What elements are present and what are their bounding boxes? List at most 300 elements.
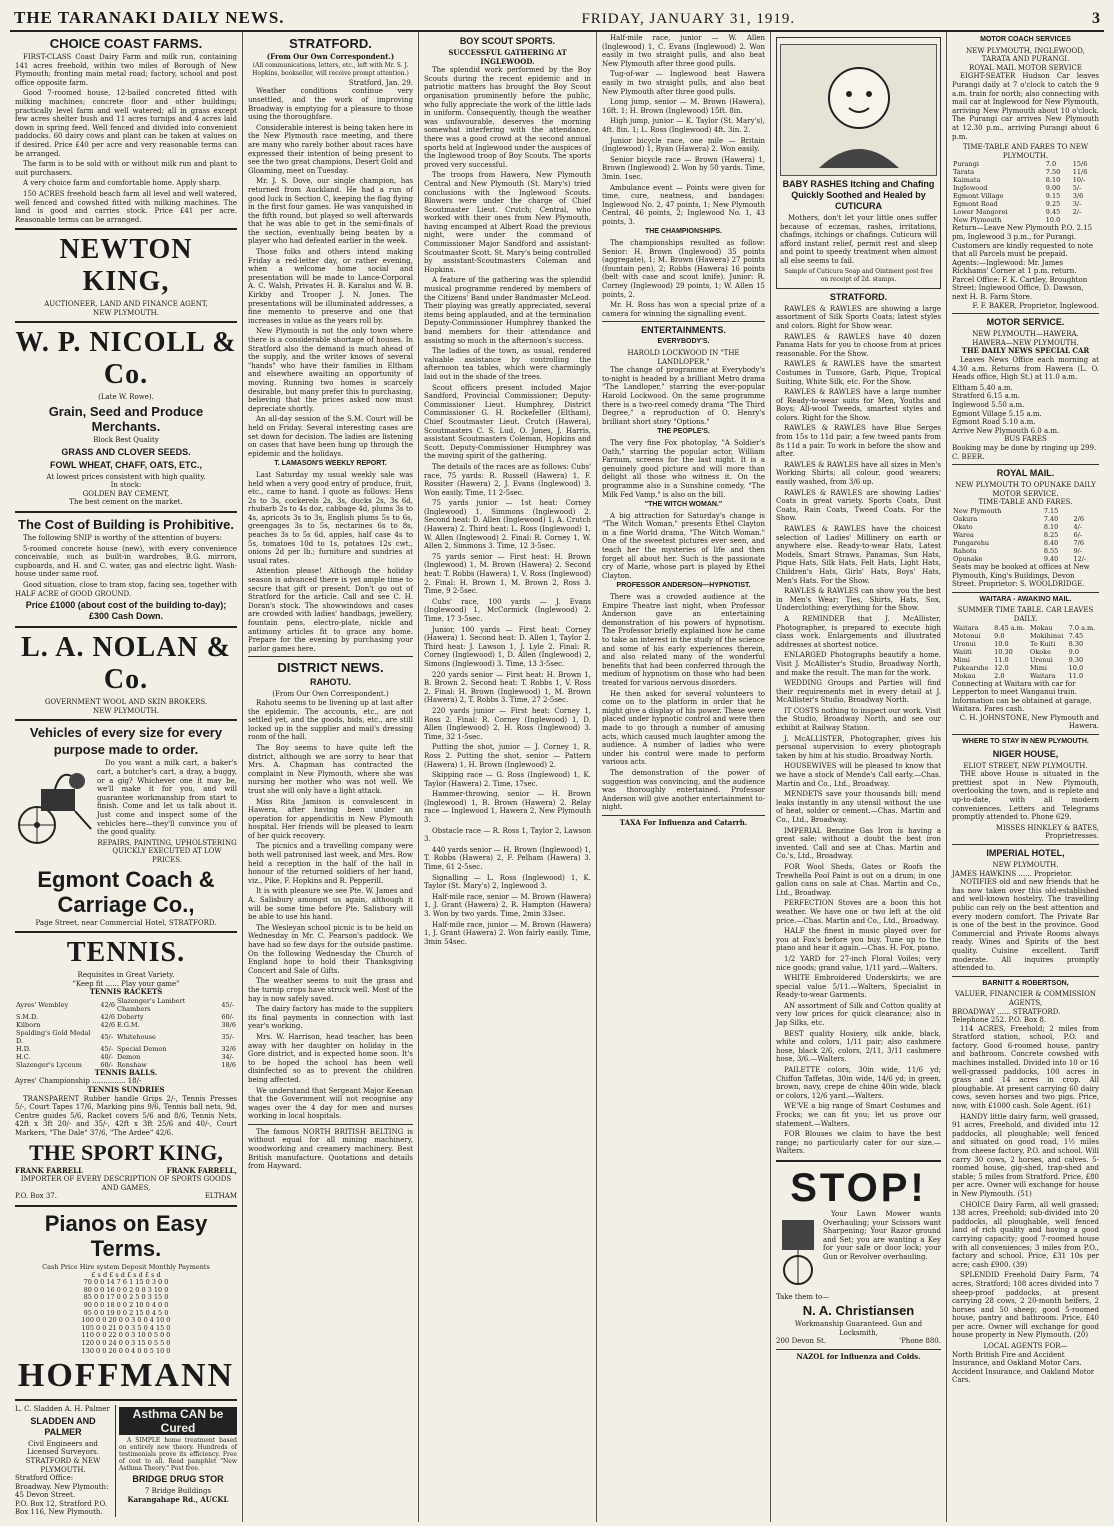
article-text: The ladies of the town, as usual, rendered valuable assistance by controlling the afternoon tea tables, which were charmingly laid out in the shade of the trees. xyxy=(424,347,591,381)
motor-tt-cell: Egmont Village xyxy=(953,192,1004,201)
piano-row: 95 0 0 19 0 0 2 15 0 4 5 0 xyxy=(83,1308,169,1317)
scout-heading: BOY SCOUT SPORTS. xyxy=(459,36,556,46)
imperial-hotel: IMPERIAL HOTEL, xyxy=(986,848,1065,858)
racket-cell: 42/6 xyxy=(100,1020,115,1029)
piano-row: 105 0 0 21 0 0 3 5 0 4 15 0 xyxy=(81,1323,171,1332)
christiansen-phone: 'Phone 880. xyxy=(899,1337,941,1346)
motor-tt-cell: 11/6 xyxy=(1072,168,1088,177)
article-text: Attention please! Although the holiday season is advanced there is yet ample time to secure that gift or present. Don't go out of Stratford for the article. Call and see C. H. Doran's stock. The showwindows and cases are crowded with ladies' handbags, jewellery, fountain pens, electro-plate, nickle and antimony articles fit to grace any home. Prepare for the evening by purchasing your parlor games here. xyxy=(248,567,413,653)
newton-king-sub: AUCTIONEER, LAND AND FINANCE AGENT, xyxy=(44,300,208,309)
motor-tt-cell: 9.25 xyxy=(1045,200,1061,209)
motor-stop: Arrive New Plymouth 6.0 a.m. xyxy=(952,426,1060,435)
column-3 xyxy=(419,32,597,1522)
racket-cell: 45/- xyxy=(221,1000,235,1009)
royal-mail-cell: 8.25 xyxy=(1043,530,1059,539)
royal-mail-cell: 9/- xyxy=(1073,546,1083,555)
article-text: New Plymouth is not the only town where there is a considerable shortage of houses. In Stratford also the demand is much ahead of the supply, and the writer knows of several "hands" who have their families in Eltham and elsewhere awaiting an opportunity of moving. Running two homes is scarcely desirable, but many prefer this to purchasing, believing that the prices asked now must depreciate shortly. xyxy=(248,327,413,413)
motor-tt-row xyxy=(952,176,1099,184)
racket-cell: H.C. xyxy=(16,1052,31,1061)
choice-farms-text: FIRST-CLASS Coast Dairy Farm and milk run, containing 141 acres freehold, within two miles of Borough of New Plymouth; fronting main metal road; factory, school and post office opposite farm. xyxy=(15,53,237,87)
nicoll-late: (Late W. Rowe). xyxy=(98,393,154,402)
baby-illustration xyxy=(780,44,937,176)
motor-tt-cell xyxy=(1072,216,1099,224)
imperial-location: NEW PLYMOUTH. xyxy=(992,861,1059,869)
royal-mail-cell: 12/- xyxy=(1073,554,1087,563)
fowl-sub: At lowest prices consistent with high quality. xyxy=(46,472,206,481)
royal-mail-sub: NEW PLYMOUTH TO OPUNAKE DAILY MOTOR SERVICE. xyxy=(955,481,1096,498)
masthead-title: THE TARANAKI DAILY NEWS. xyxy=(14,8,285,27)
rackets-heading: TENNIS RACKETS xyxy=(89,987,163,997)
waitara-cell: 8.45 a.m. xyxy=(994,623,1025,632)
cost-text: 5-roomed concrete house (new), with every convenience conceivable, such as built-in wardrobes, B.G. mirrors, cupboards, and H. and C. water, gas and electric light. Wash-house under same roof. xyxy=(15,544,237,579)
royal-mail-row xyxy=(952,547,1099,555)
waitara-row xyxy=(952,672,1099,680)
motor-office: Parcel Office: F. K. Cartley, Broughton Street; Inglewood Office, D. Dawson, next H. B. Farm Store. xyxy=(952,275,1088,302)
racket-cell: Renshaw xyxy=(116,1060,147,1069)
article-text: It is with pleasure we see Pte. W. James and A. Salisbury amongst us again, although it will be some time before Pte. Salisbury will be able to use his hand. xyxy=(248,887,413,922)
waitara-cell: Urenui xyxy=(1029,655,1053,664)
waitara-row xyxy=(952,624,1099,632)
small-ad: PAILETTE colors, 30in wide, 11/6 yd; Chiffon Taffetas, 30in wide, 14/6 yd; in green, brown, navy, crepe de chine 40in wide, black or colors, 12/6 yard.—Walters. xyxy=(776,1066,941,1100)
stop-heading: STOP! xyxy=(790,1165,927,1210)
taxa-ad: TAXA For Influenza and Catarrh. xyxy=(619,817,748,827)
imperial-proprietor: JAMES HAWKINS ...... Proprietor. xyxy=(952,869,1073,878)
daily-news-car: THE DAILY NEWS SPECIAL CAR xyxy=(961,346,1090,356)
piano-row: 100 0 0 20 0 0 3 0 0 4 10 0 xyxy=(81,1316,171,1325)
divider xyxy=(952,844,1099,845)
importers: IMPORTER OF EVERY DESCRIPTION OF SPORTS GOODS AND GAMES, xyxy=(20,1175,232,1192)
racket-cell: Slazenger's Lambert Chambers xyxy=(116,996,186,1013)
vehicles-purpose: purpose made to order. xyxy=(53,742,199,758)
royal-mail-heading: ROYAL MAIL. xyxy=(996,468,1055,479)
barnitt-sub: VALUER, FINANCIER & COMMISSION AGENTS, xyxy=(954,990,1097,1007)
motor-service-sub: NEW PLYMOUTH—HAWERA. xyxy=(972,330,1079,339)
lamason-heading: T. LAMASON'S WEEKLY REPORT. xyxy=(274,460,387,468)
waitara-sub: SUMMER TIME TABLE. CAR LEAVES DAILY. xyxy=(957,606,1094,623)
article-text: Putting the shot, junior — J. Corney 1, R. Ross 2. Putting the shot, senior — Pattern (Hawera) 1, H. Brown (Inglewood) 2. xyxy=(424,743,591,769)
motor-stop: Egmont Village 5.15 a.m. xyxy=(952,409,1042,418)
article-text: Scout officers present included Major Sandford, Provincial Commissioner; Deputy-Commissioner Lieut. Humphrey, District Commissioner G. H. Rockefeller (Eltham), Chief Scoutmaster Lieut. Crutch (Hawera), Scoutmasters C. S. Lud, O. Jones, J. Harris, assistant Scoutmasters Coleman, Hopkins and Scott. Deputy-Commissioner Humphrey was the moving spirit of the gathering. xyxy=(424,383,591,461)
racket-cell: Demon xyxy=(116,1052,141,1061)
motor-agents: Agents:—Inglewood: Mr. James Rickhams' Corner at 1 p.m. return. xyxy=(952,258,1077,276)
rawles-ad: RAWLES & RAWLES have all sizes in Men's Working Shirts; all colour, good wearers; easily washed, from 3/6 up. xyxy=(776,460,941,487)
racket-row xyxy=(15,1013,237,1021)
cuticura-ad xyxy=(776,37,941,289)
bridge-drug: BRIDGE DRUG STOR xyxy=(132,1474,224,1485)
rawles-ad: RAWLES & RAWLES are showing a large assortment of Silk Sports Coats; latest styles and colors. Right for Show wear. xyxy=(776,304,941,330)
piano-row: 85 0 0 17 0 0 2 5 0 3 15 0 xyxy=(83,1293,169,1302)
motor-proprietor: F. F. BAKER, Proprietor, Inglewood. xyxy=(972,301,1099,310)
motor-tt-cell: 7.0 xyxy=(1045,160,1057,169)
article-text: Half-mile race, junior — M. Brown (Hawera) 1, J. Grant (Hawera) 2. Won fairly easily. Time, 3min 54sec. xyxy=(424,920,591,946)
divider xyxy=(248,1124,413,1125)
racket-cell: 42/6 xyxy=(100,1012,115,1021)
royal-mail-timetable xyxy=(952,507,1099,563)
barnitt-heading: BARNITT & ROBERTSON, xyxy=(982,979,1069,987)
bridge-address: Karangahape Rd., AUCKL xyxy=(127,1494,229,1504)
rawles-ad: RAWLES & RAWLES have a large number of Ready-to-wear suits for Men, Youths and Boys; All-wool Tweeds, smartest styles and colors. Right for the Show. xyxy=(776,388,941,422)
article-text: The weather seems to suit the grass and the turnip crops have struck well. Most of the hay is now safely saved. xyxy=(248,977,413,1003)
sundries-text: TRANSPARENT Rubber handle Grips 2/-, Tennis Presses 5/-, Court Tapes 17/6, Marking pins 9/6, Tennis ball nets, 9d, Centre guides 5/6, Racket covers 5/6 and 8/6, Tennis Nets, 42ft x 3ft 20/- and 35/-, 42ft x 3ft 25/6 and 40/-, Court Markers, "The Dale" 37/6, "The Ardee" 42/6. xyxy=(15,1094,237,1138)
article-text: Weather conditions continue very unsettled, and the work of improving Broadway is emptying for a pleasure to those using the thoroughfare. xyxy=(248,87,413,122)
article-text: Those folks and others intend making Friday a red-letter day, or rather evening, when a welcome home social and presentation will be made to Lance-Corporal A. C. Walsh, Privates H. B. Karalus and W. B. Kirkby and Trooper J. N. Jones. The presentations will be illuminated addresses, a fine memento to preserve and one that increases in value as the years roll by. xyxy=(248,248,413,325)
divider xyxy=(248,656,413,657)
waitara-cell: 7.45 xyxy=(1068,631,1084,640)
farrell-footer xyxy=(15,1192,237,1201)
farrell-row xyxy=(15,1167,237,1176)
bottom-ads xyxy=(15,1405,237,1517)
article-text: Considerable interest is being taken here in the New Plymouth race meeting, and there are many who rarely bother about races have expressed their intention of being present to see the two great champions, Desert Gold and Gloaming, meet on Tuesday. xyxy=(248,123,413,175)
small-ad: FOR Blouses we claim to have the best range; no particularly cater for our size.—Walters. xyxy=(776,1130,941,1156)
motor-text: EIGHT-SEATER Hudson Car leaves Purangi daily at 7 o'clock to catch the 9 a.m. train for north; also connecting with mail car at Inglewood for New Plymouth, arriving New Plymouth about 10 o'clock. The Purangi car arrives New Plymouth at 12.30 p.m., arriving Purangi about 6 p.m. xyxy=(952,72,1099,141)
racket-row xyxy=(15,1045,237,1053)
waitara-cell: Te Kuiti xyxy=(1029,639,1056,648)
rawles-ad: RAWLES & RAWLES have Blue Serges from 15s to 11d pair; a few tweed pants from 8s 11d a pair. To work in before the show and after. xyxy=(776,424,941,459)
article-text: High jump, junior — K. Taylor (St. Mary's), 4ft. 8in. 1; L. Ross (Inglewood) 4ft. 3in. 2. xyxy=(602,117,765,134)
motor-tt-cell: 2/- xyxy=(1072,208,1082,217)
stratford-note: (All communications, letters, etc., left with Mr. S. J. Hopkins, bookseller, will receive prompt attention.) xyxy=(252,61,409,78)
column-4 xyxy=(597,32,771,1522)
royal-mail-row xyxy=(952,523,1099,531)
divider xyxy=(15,719,237,721)
nicoll-logo: W. P. NICOLL & Co. xyxy=(15,327,237,391)
waitara-row xyxy=(952,656,1099,664)
newton-king-logo: NEWTON KING, xyxy=(59,234,193,298)
column-1 xyxy=(10,32,243,1522)
motor-tt-row xyxy=(952,192,1099,200)
stratford-ads-heading: STRATFORD. xyxy=(829,291,888,302)
piano-row: 120 0 0 24 0 0 3 15 0 5 5 0 xyxy=(81,1338,171,1347)
waitara-row xyxy=(952,648,1099,656)
divider xyxy=(952,976,1099,977)
article-text: A feature of the gathering was the splendid musical programme rendered by members of the Citizens' Band under Bandmaster McLeod. Their playing was greatly appreciated, several items being applauded, and at the termination Deputy-Commissioner Humphrey thanked the band members for their attendance and assisting so much in the afternoon's success. xyxy=(424,276,591,345)
small-ad: MENDETS save your thousands bill; mend leaks instantly in any utensil without the use of heat, solder or cement.—Chas. Martin and Co., Ltd., Broadway. xyxy=(776,790,941,824)
waitara-cell: 12.0 xyxy=(994,663,1009,672)
rawles-ad: RAWLES & RAWLES can show you the best in Men's Wear; Ties, Shirts, Hats, Sox, Underclothing; everything for the Show. xyxy=(776,587,941,613)
newton-king-location: NEW PLYMOUTH. xyxy=(93,308,159,317)
article-text: The famous NORTH BRITISH BELTING is without equal for all mining machinery, woodworking and creamery machinery. Best British manufacture. Quotations and details from Hayward. xyxy=(248,1127,413,1171)
article-text: The Boy seems to have quite left the district, although we are sorry to hear that Mrs. A. Chapman has contracted the complaint in New Plymouth, where she was nursing her mother who was not well. We trust she will only have a light attack. xyxy=(248,743,413,795)
waitara-cell: Urenui xyxy=(953,639,976,648)
motor-tt-cell: 3/6 xyxy=(1072,192,1084,201)
sladden-ad xyxy=(15,1405,111,1517)
motor-tt-cell: Inglewood xyxy=(953,184,988,193)
waitara-cell: Waitara xyxy=(1029,671,1056,680)
everybodys-heading: EVERYBODY'S. xyxy=(657,338,710,346)
lawnmower-icon xyxy=(776,1210,820,1290)
small-ad: IT COSTS nothing to inspect our work. Visit the Studio, Broadway North, and see our exhibit at Railway Station. xyxy=(776,706,941,733)
small-ad: PERFECTION Stoves are a boon this hot weather. We have one or two left at the old price.—Chas. Martin and Co., Ltd., Broadway. xyxy=(776,899,941,925)
cost-text: The following SNIP is worthy of the attention of buyers: xyxy=(23,534,222,543)
waitara-timetable xyxy=(952,624,1099,680)
imperial-text: NOTIFIES old and new friends that he has now taken over this old-established and well-known hostelry. The travelling public can rely on the best attention and every modern comfort. The Private Bar is one of the best in the province. Good Commercial and Private Rooms always ready. Wines and Spirits of the best quality. Cuisine excellent. Tariff moderate. All inquires promptly attended to. xyxy=(952,878,1099,973)
cuticura-text: Mothers, don't let your little ones suffer because of eczemas, rashes, irritations, chafings, itchings or chafings. Cuticura will afford instant relief, permit rest and sleep and point to speedy treatment when almost all else seems to fail. xyxy=(780,214,937,265)
racket-cell: 38/6 xyxy=(221,1020,236,1029)
motor-tt-cell: Tarata xyxy=(953,168,975,177)
nolan-logo: L. A. NOLAN & Co. xyxy=(21,632,231,696)
royal-mail-row xyxy=(952,515,1099,523)
royal-mail-cell: 8.10 xyxy=(1043,522,1059,531)
racket-cell: 45/- xyxy=(100,1044,114,1053)
waitara-cell: 10.0 xyxy=(994,639,1009,648)
divider xyxy=(15,626,237,628)
pianos-table xyxy=(15,1272,237,1356)
waitara-cell: Waitara xyxy=(953,623,979,632)
article-text: The very fine Fox photoplay, "A Soldier's Oath," starring the popular actor, William Farnum, screens for the last night. It is a genuinely good picture and will more than delight all those who witness it. On the programme also is a Sunshine comedy, "The Milk Fed Vamp," is also on the bill. xyxy=(602,438,765,499)
page-number: 3 xyxy=(1092,10,1100,27)
choice-farms-text: Good 7-roomed house, 12-bailed concreted fitted with milking machines; concrete floor and other buildings; practically level farm and well watered; all in grass except few acres shelter bush and 11 acres turnips and 4 acres laid down in spring feed. Well fenced and divided into convenient paddocks. 60 dairy cows and plant can be taken at values on if desired. Price £40 per acre and very reasonable terms can be arranged. xyxy=(15,89,237,158)
small-ad: ENLARGED Photographs beautify a home. Visit J. McAllister's Studio, Broadway North, and make the result. The man for the work. xyxy=(776,651,941,677)
cost-heading: The Cost of Building is Prohibitive. xyxy=(18,517,234,533)
where-to-stay: WHERE TO STAY IN NEW PLYMOUTH. xyxy=(962,738,1089,746)
motor-tt-cell: 10.0 xyxy=(1045,216,1061,225)
article-text: 220 yards senior — First heat: H. Brown 1, B. Brown 2. Second heat: T. Robbs 1, V. Ross 2. Final: H. Brown (Inglewood) 1, M. Brown (Hawera) 2, T. Robbs 3. Time, 27 2-5sec. xyxy=(424,670,591,705)
motor-tt-row xyxy=(952,216,1099,224)
motor-tt-cell: New Plymouth xyxy=(953,216,1002,225)
motor-note: Customers are kindly requested to note that all Parcels must be prepaid. xyxy=(952,241,1094,259)
niger-house: NIGER HOUSE, xyxy=(992,748,1059,759)
racket-cell: 42/6 xyxy=(100,1000,115,1009)
niger-address: ELIOT STREET, NEW PLYMOUTH. xyxy=(963,761,1088,770)
waitara-cell: Mokau xyxy=(1029,623,1053,632)
waitara-cell: 11.0 xyxy=(994,655,1009,664)
royal-mail-cell: Pungarehu xyxy=(953,538,990,547)
repairs-text: REPAIRS, PAINTING, UPHOLSTERING QUICKLY EXECUTED AT LOW PRICES. xyxy=(97,838,237,864)
racket-cell: Kilborn xyxy=(16,1020,41,1029)
waitara-cell: 7.0 a.m. xyxy=(1068,623,1096,632)
divider xyxy=(15,1205,237,1207)
waitara-cell: Okoke xyxy=(1029,647,1051,656)
waitara-cell: 9.0 xyxy=(994,631,1005,640)
choice-farms-text: A very choice farm and comfortable home. Apply sharp. xyxy=(23,179,222,188)
eltham: ELTHAM xyxy=(204,1192,237,1201)
motor-tt-cell: Kaimata xyxy=(953,176,981,185)
grain-heading: Grain, Seed and Produce Merchants. xyxy=(48,404,204,435)
article-text: The troops from Hawera, New Plymouth Central and New Plymouth (St. Mary's) tried conclusions with the Inglewood Scouts. Blowers were under the charge of Chief Scoutmaster Lieut. Crutch; Central, who worked with their ones from New Plymouth, having encamped at Albert Road the previous night, were under the command of Commissioner Major Sandford and assistant-Scoutmaster Scott. St. Mary's being controlled by assistant-Scoutmasters Coleman and Hopkins. xyxy=(424,171,591,274)
divider xyxy=(952,734,1099,735)
piano-row: 70 0 0 14 7 6 1 15 0 3 0 0 xyxy=(83,1278,169,1287)
bus-fares: BUS FARES xyxy=(1004,435,1047,444)
divider xyxy=(776,1160,941,1162)
motor-coach-sub: NEW PLYMOUTH, INGLEWOOD, TARATA AND PURANGI. xyxy=(966,46,1085,64)
small-ad: AN assortment of Silk and Cotton quality at very low prices for quick clearance; also in Jap Silks, etc. xyxy=(776,1001,941,1028)
racket-cell: Whitehouse xyxy=(116,1032,156,1041)
waitara-row xyxy=(952,664,1099,672)
royal-mail-cell: 8.55 xyxy=(1043,546,1059,555)
article-text: The details of the races are as follows: Cubs' race, 75 yards: R. Russell (Hawera) 1, F. Rossiter (Hawera) 2, J. Evans (Inglewood) 3. Won easily. Time, 11 2-5sec. xyxy=(424,462,591,497)
barnitt-listing: SPLENDID Freehold Dairy Farm, 74 acres, Stratford; 108 acres divided into 7 sheep-proof paddocks, at present carrying 28 cows, 2 20-month heifers, 2 horses and 50 sheep; good 5-roomed house, pantry and bathroom. Price, £40 per acre. Owner will exchange for good house property in New Plymouth. (20) xyxy=(952,1271,1099,1340)
article-text: Miss Rita Jamison is convalescent in Hawera, after having been under an operation for appendicitis in New Plymouth hospital. Her friends will be pleased to learn of her quick recovery. xyxy=(248,797,413,840)
stratford-sub: (From Our Own Correspondent.) xyxy=(266,52,395,61)
barnitt-address: BROADWAY ...... STRATFORD. Telephone 252. P.O. Box 8. xyxy=(952,1007,1061,1025)
pianos-table-head: Cash Price Hire system Deposit Monthly Payments xyxy=(42,1263,210,1271)
article-text: Mrs. W. Harrison, head teacher, has been away with her daughter on holiday in the Gore district, and is expected home soon. It's to be hoped the school has been well disinfected so as to prevent the children being affected. xyxy=(248,1032,413,1084)
rawles-ad: RAWLES & RAWLES have 40 dozen Panama Hats for you to choose from at prices reasonable. For the Show. xyxy=(776,332,941,358)
stop-ad xyxy=(776,1210,941,1293)
waitara-row xyxy=(952,640,1099,648)
barnitt-listing: HANDY little dairy farm, well grassed, 91 acres, Freehold, and divided into 12 paddocks, all ploughable; well fenced and situated on good road, 1½ miles from cheese factory, P.O. and school. Will carry 30 cows, 2 horses, and calves. 5-roomed house, gig-shed, trap-shed and stable; 5 miles from Stratford. Price, £80 per acre. Owner will exchange for house in New Plymouth. (51) xyxy=(952,1112,1099,1198)
divider xyxy=(15,1399,237,1401)
divider xyxy=(15,931,237,933)
vehicles-ad xyxy=(15,759,237,864)
royal-mail-row xyxy=(952,531,1099,539)
rawles-ads xyxy=(776,305,941,613)
rahotu-sub: (From Our Own Correspondent.) xyxy=(272,690,389,699)
waitara-cell: Mimi xyxy=(953,655,970,664)
asthma-heading: Asthma CAN be Cured xyxy=(119,1407,237,1435)
sundries-heading: TENNIS SUNDRIES xyxy=(87,1085,165,1095)
racket-cell: 34/- xyxy=(221,1052,235,1061)
column-2 xyxy=(243,32,419,1522)
waitara-cell: Motonui xyxy=(953,631,981,640)
motor-stop: Egmont Road 5.10 a.m. xyxy=(952,418,1036,427)
christiansen-footer xyxy=(776,1337,941,1346)
motor-return: Return—Leave New Plymouth P.O. 2.15 pm, Inglewood 3 p.m., for Purangi. xyxy=(952,224,1093,241)
article-text: We understand that Sergeant Major Keenan that the Government will not recognise any wages over the 4 day for men and nurses working in local hospitals. xyxy=(248,1086,413,1121)
nazol-ad: NAZOL for Influenza and Colds. xyxy=(796,1351,921,1361)
article-text: Junior bicycle race, one mile — Britain (Inglewood) 1, Ryan (Hawera) 2. Won easily. xyxy=(602,136,765,154)
motor-service-text: Leaves News Office each morning at 4.30 a.m. Returns from Hawera (L. O. Heads office, High St.) at 11.0 a.m. xyxy=(952,356,1099,382)
waitara-cell: Mokihinui xyxy=(1029,631,1064,640)
nolan-location: NEW PLYMOUTH. xyxy=(93,706,159,715)
racket-cell: Doherty xyxy=(116,1012,144,1021)
article-text: Signalling — L. Ross (Inglewood) 1, K. Taylor (St. Mary's) 2, Inglewood 3. xyxy=(424,873,591,891)
barnitt-listing: 114 ACRES, Freehold; 2 miles from Stratford station, school, P.O. and factory. Good 6-roomed house, pantry and bathroom. Concrete cowshed with machines installed. Divided into 10 or 16 well-grassed paddocks, 100 acres in grass and 14 acres in crop. All ploughable. At present carrying 60 dairy cows, seven horses and two pigs. Price, now, with £1000 cash. Sole Agent. (61) xyxy=(952,1024,1099,1111)
fowl-wheat: FOWL WHEAT, CHAFF, OATS, ETC., xyxy=(50,459,202,470)
waitara-cell: Waiiti xyxy=(953,647,972,656)
sladden-sub: Civil Engineers and Licensed Surveyors. xyxy=(27,1439,99,1457)
small-ad: 1/2 YARD for 27-inch Floral Voiles; very nice goods; grand value, 1/11 yard.—Walters. xyxy=(776,954,941,972)
rawles-ad: RAWLES & RAWLES have the choicest selection of Ladies' Millinery on earth or anywhere else. Ready-to-wear Hats, Latest Models, Smart Straws, Panamas, Sun Hats, Pique Hats, Silk Hats, Felt Hats, Light Hats, Children's Hats, Girls' Hats, Boys' Hats, Men's Hats. For the Show. xyxy=(776,525,941,585)
royal-mail-cell: 7.15 xyxy=(1043,506,1059,515)
masthead xyxy=(10,8,1104,32)
article-text: Ambulance event — Points were given for time, cure, neatness, and bandages: Inglewood No. 2, 47 points, 1; New Plymouth Central, 46 points, 2; Inglewood No. 1, 43 points, 3. xyxy=(602,183,765,226)
waitara-cell: 2.0 xyxy=(994,671,1005,680)
motor-tt-cell: Egmont Road xyxy=(953,200,998,209)
royal-mail-cell: 7.40 xyxy=(1043,514,1059,523)
article-text: Half-mile race, junior — W. Allen (Inglewood) 1, C. Evans (Inglewood) 2. Won easily in two straight pulls, and also beat New Plymouth after three good pulls. xyxy=(602,34,765,68)
motor-tt-cell: 3/- xyxy=(1072,200,1082,209)
racket-cell: 40/- xyxy=(100,1052,114,1061)
article-text: The change of programme at Everybody's to-night is headed by a brilliant Metro drama "The Landloper," starring the ever-popular Harold Lockwood. On the same programme there is a two-reel comedy drama "The Third Degree," a reproduction of O. Henry's brilliant short story "Options." xyxy=(602,366,765,426)
baby-icon xyxy=(789,50,929,170)
racket-cell: H.D. xyxy=(16,1044,31,1053)
waitara-cell: 10.0 xyxy=(1068,663,1084,672)
christiansen-address: 200 Devon St. xyxy=(776,1337,827,1346)
waitara-cell: 9.30 xyxy=(1068,655,1084,664)
racket-cell: Ayres' Wembley xyxy=(16,1000,69,1009)
racket-cell: 32/6 xyxy=(221,1044,236,1053)
scout-sub: SUCCESSFUL GATHERING AT INGLEWOOD. xyxy=(448,48,567,66)
motor-tt-row xyxy=(952,168,1099,176)
piano-row: 110 0 0 22 0 0 3 10 0 5 0 0 xyxy=(81,1331,171,1340)
article-text: 75 yards junior — 1st heat: Corney (Inglewood) 1, Simmons (Inglewood) 2. Second heat: D. Allen (Inglewood) 1, A. Crutch (Hawera) 2. Third heat: L. Ross (Inglewood) 1, W. Allen (Inglewood) 2. Final: R. Corney 1, W. Allen 2, Simmons 3. Time, 12 3-5sec. xyxy=(424,499,591,551)
racket-cell: 60/- xyxy=(221,1012,235,1021)
waitara-note: Connecting at Waitara with car for Lepperton to meet Wanganui train. Information can be obtained at garage, Waitara. Fares cash. xyxy=(952,679,1092,714)
divider xyxy=(15,228,237,230)
peoples-heading: THE PEOPLE'S. xyxy=(657,428,710,436)
article-text: Obstacle race — R. Ross 1, Taylor 2, Lawson 3. xyxy=(424,826,591,844)
waitara-row xyxy=(952,632,1099,640)
motor-tt-cell: Lower Mangorei xyxy=(953,208,1008,217)
pianos-heading: Pianos on Easy Terms. xyxy=(44,1211,208,1261)
cement: GOLDEN BAY CEMENT, xyxy=(82,489,170,498)
motor-tt-cell: 8.10 xyxy=(1045,176,1061,185)
motor-tt-cell: 15/6 xyxy=(1072,160,1088,169)
tennis-sub: "Keep fit ...... Play your game" xyxy=(72,979,180,988)
sladden-box: P.O. Box 12, Stratford P.O. Box 116, New Plymouth. xyxy=(15,1499,108,1517)
lockwood-heading: HAROLD LOCKWOOD IN "THE LANDLOPER." xyxy=(627,349,740,366)
small-ad: J. McALLISTER, Photographer, gives his personal supervision to every photograph taken by him at his studio. Broadway North. xyxy=(776,734,941,760)
sladden-office: Stratford Office: Broadway. New Plymouth: 45 Devon Street. xyxy=(15,1474,109,1500)
cuticura-heading: BABY RASHES Itching and Chafing Quickly Soothed and Healed by CUTICURA xyxy=(782,179,935,211)
sladden-location: STRATFORD & NEW PLYMOUTH. xyxy=(25,1456,101,1474)
royal-mail-cell: Opunake xyxy=(953,554,983,563)
article-text: The dairy factory has made to the suppliers its final payments in connection with last year's working. xyxy=(248,1005,413,1031)
small-ad: WE'VE a big range of Smart Costumes and Frocks; we can fit you; let us prove our statement.—Walters. xyxy=(776,1102,941,1128)
column-5 xyxy=(771,32,947,1522)
divider xyxy=(952,592,1099,593)
article-text: Rahotu seems to be livening up at last after the epidemic. The accounts, etc., are not settled yet, and the goods, bids, etc., are still locked up in the supplier and mail's dressing room of the hall. xyxy=(248,698,413,742)
rahotu-heading: RAHOTU. xyxy=(310,677,351,688)
small-ad: FOR Wool Sheds, Gates or Roofs the Trewhella Pool Paint is out on a drum; in one gallon cans on sale at Chas. Martin and Co., Ltd., Broadway. xyxy=(776,862,941,897)
divider xyxy=(952,313,1099,314)
royal-mail-note: Seats may be booked at offices at New Plymouth, King's Buildings, Devon Street. Proprietor: S. WOOLDRIDGE. xyxy=(952,562,1090,589)
small-ad: WHITE Embroidered Underskirts; we are special value 5/11.—Walters, Specialist in Ready-to-wear Garments. xyxy=(776,974,941,1000)
rawles-ad: RAWLES & RAWLES have the smartest Costumes in Tussore, Garb, Pique, Tropical Suiting, White Silk, etc. For the Show. xyxy=(776,360,941,386)
racket-cell: S.M.D. xyxy=(16,1012,39,1021)
small-ad: HOUSEWIVES will be pleased to know that we have a stock of Mende's Call early.—Chas. Martin and Co., Ltd., Broadway. xyxy=(776,762,941,788)
article-text: The splendid work performed by the Boy Scouts during the recent epidemic and in patriotic matters has brought the Boy Scout organisation prominently before the public, who fully appreciate the work of the little lads in uniform. Consequently, though the weather was unfavourable, deserves the morning somewhat interfering with the attendance, there was a good crowd at the second annual sports held at Inglewood under the auspices of the Inglewood troop of Boy Scouts. The sports proved very successful. xyxy=(424,66,591,169)
article-text: Long jump, senior — M. Brown (Hawera), 16ft. 1; H. Brown (Inglewood) 15ft. 8in. xyxy=(602,98,765,115)
stop-text: Your Lawn Mower wants Overhauling; your Scissors want Sharpening; Your Razor ground and Set; you are wanting a Key for your safe or door lock; your Gun or Revolver overhauling. xyxy=(823,1209,941,1261)
piano-row: 80 0 0 16 0 0 2 0 0 3 10 0 xyxy=(83,1285,169,1294)
barnitt-listings xyxy=(952,1025,1099,1340)
balls-heading: TENNIS BALLS. xyxy=(94,1067,158,1077)
article-text: Senior bicycle race — Brown (Hawera) 1, Brown (Inglewood) 2. Won by 50 yards. Time, 3min. 1sec. xyxy=(602,155,765,181)
cost-text: Good situation, close to tram stop, facing sea, together with HALF ACRE of GOOD GROUND. xyxy=(15,581,237,598)
royal-mail-cell: 7/6 xyxy=(1073,538,1084,547)
grass-seeds: GRASS AND CLOVER SEEDS. xyxy=(61,446,191,457)
stratford-dateline: Stratford, Jan. 29. xyxy=(348,78,413,87)
motor-tt-cell: Purangi xyxy=(953,160,979,169)
royal-mail-cell: Oakura xyxy=(953,514,978,523)
tennis-heading: TENNIS. xyxy=(66,937,186,969)
asthma-text: A SIMPLE home treatment based on entirely new theory. Hundreds of testimonials prove its efficiency. Free of cost to all. Read pamphlet "New Asthma Theory." Post free. xyxy=(119,1437,237,1473)
motor-tt-row xyxy=(952,200,1099,208)
motor-tt-cell: 7.50 xyxy=(1045,168,1061,177)
divider xyxy=(952,464,1099,465)
hoffmann-logo: HOFFMANN xyxy=(17,1357,235,1395)
divider xyxy=(15,321,237,323)
farrell-right: FRANK FARRELL, xyxy=(166,1165,237,1175)
waitara-cell: 10.30 xyxy=(994,647,1013,656)
small-ad: BEST quality Hosiery, silk ankle, black, white and colors, 1/11 pair; also cashmere hose, black 2/6, colors, 2/11, 3/11 cashmere hose, 3/6.—Walters. xyxy=(776,1029,941,1064)
article-text: The Wesleyan school picnic is to be held on Wednesday in Mr. C. Pearson's paddock. We have had so few days for the outside pastime. On the following Wednesday the Church of England hope to hold their Thanksgiving Concert and Sale of Gifts. xyxy=(248,923,413,975)
local-agents-text: North British Fire and Accident Insurance, and Oakland Motor Cars. Accident Insurance, and Oakland Motor Cars. xyxy=(952,1350,1095,1385)
royal-mail-row xyxy=(952,539,1099,547)
cost-price: Price £1000 (about cost of the building to-day); £300 Cash Down. xyxy=(25,600,227,622)
motor-service-booking: Booking may be done by ringing up 299. C. BEER. xyxy=(952,443,1097,461)
carriage-icon xyxy=(15,759,93,851)
racket-row xyxy=(15,997,237,1013)
article-text: Tug-of-war — Inglewood beat Hawera easily in two straight pulls, and also beat New Plymouth after three good pulls. xyxy=(602,70,765,96)
motor-tt-cell: 9.00 xyxy=(1045,184,1061,193)
royal-mail-cell: 8.40 xyxy=(1043,538,1059,547)
waitara-cell: 9.0 xyxy=(1068,647,1080,656)
article-text: He then asked for several volunteers to come on to the platform in order that he might give a display of his power. These were placed under hypnotic control and were then made to go through a number of amusing acts, which caused much laughter among the audience. A number of ladies who were under his control were made to perform various acts. xyxy=(602,689,765,767)
article-text: 440 yards senior — H. Brown (Inglewood) 1, T. Robbs (Hawera) 2, F. Pelham (Hawera) 3. Time, 61 2-5sec. xyxy=(424,845,591,872)
